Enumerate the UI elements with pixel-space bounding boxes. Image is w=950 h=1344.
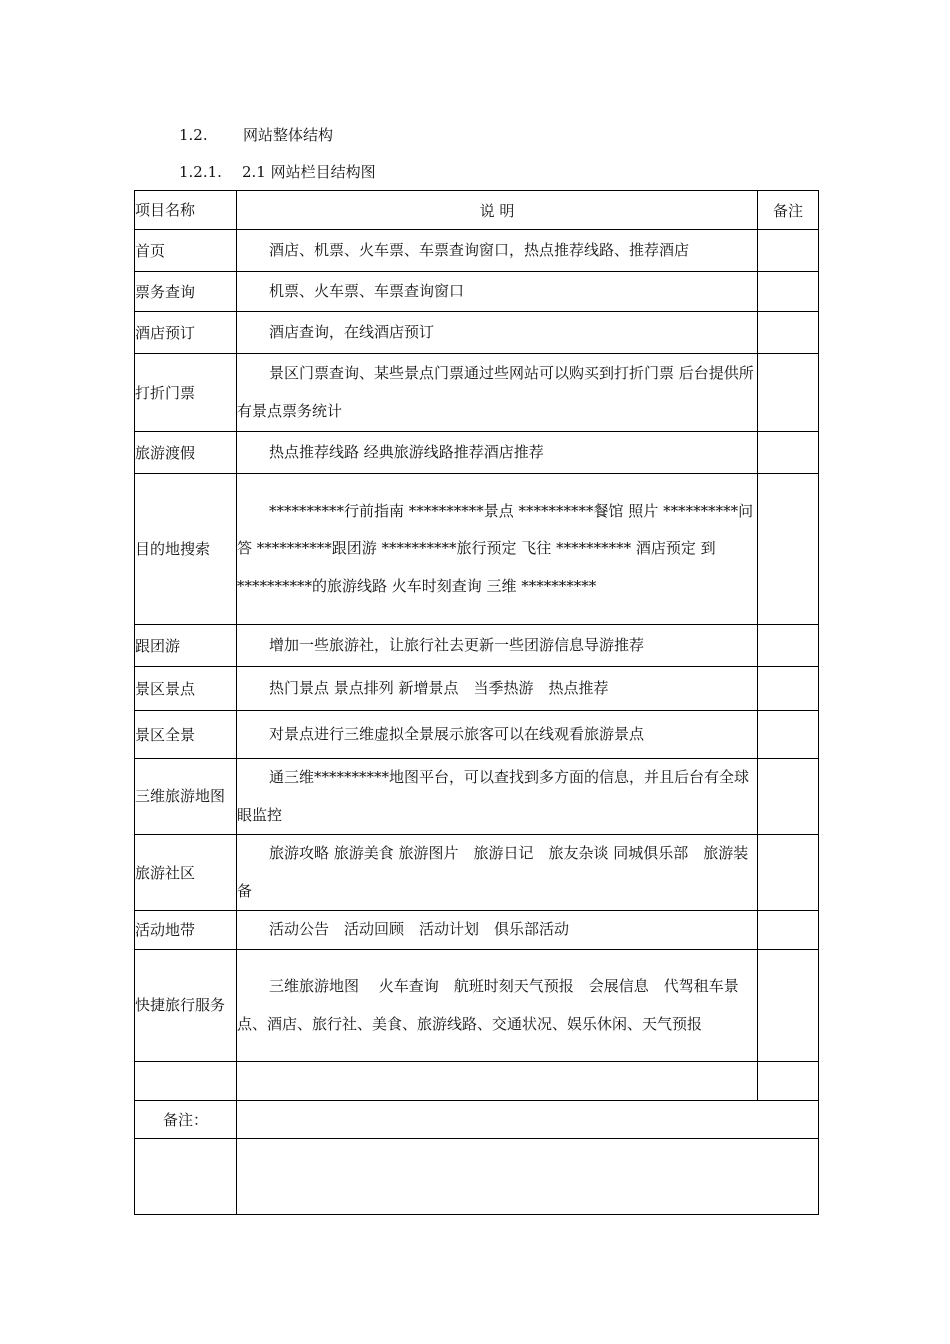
row-description: 旅游攻略 旅游美食 旅游图片 旅游日记 旅友杂谈 同城俱乐部 旅游装备	[237, 844, 749, 900]
table-row	[135, 911, 819, 950]
header-item-name: 项目名称	[135, 191, 237, 230]
row-remark	[758, 312, 819, 354]
section-title: 2.1 网站栏目结构图	[242, 163, 376, 181]
table-row	[135, 667, 819, 711]
table-row	[135, 759, 819, 835]
section-title: 网站整体结构	[243, 126, 334, 144]
row-description: 增加一些旅游社，让旅行社去更新一些团游信息导游推荐	[269, 635, 645, 654]
row-name: 活动地带	[135, 911, 237, 950]
table-row	[135, 354, 819, 432]
row-description: **********行前指南 **********景点 **********餐馆 照片 **********问答 **********跟团游 **********旅行预定 飞往 ********** 酒店预定 到**********的旅游线路 火车时刻查询 三维 **********	[237, 501, 754, 595]
row-description: 热门景点 景点排列 新增景点 当季热游 热点推荐	[269, 678, 609, 697]
row-name: 旅游渡假	[135, 432, 237, 474]
row-remark	[758, 354, 819, 432]
row-name: 景区景点	[135, 667, 237, 711]
row-remark	[758, 432, 819, 474]
table-row	[135, 432, 819, 474]
table-row	[135, 625, 819, 667]
row-description: 热点推荐线路 经典旅游线路推荐酒店推荐	[269, 442, 544, 461]
row-remark	[758, 911, 819, 950]
table-row	[135, 835, 819, 911]
table-header-row	[135, 191, 819, 230]
row-name: 票务查询	[135, 272, 237, 312]
row-description: 景区门票查询、某些景点门票通过些网站可以购买到打折门票 后台提供所有景点票务统计	[237, 364, 754, 420]
table-row	[135, 230, 819, 272]
note-body-left	[135, 1139, 237, 1215]
row-remark	[758, 667, 819, 711]
row-description: 通三维**********地图平台，可以查找到多方面的信息，并且后台有全球眼监控	[237, 768, 750, 824]
section-number: 1.2.1.	[179, 163, 222, 181]
table-row	[135, 711, 819, 759]
section-heading-1-2-1	[179, 162, 376, 182]
row-name: 酒店预订	[135, 312, 237, 354]
row-description	[237, 1062, 758, 1101]
section-heading-1-2	[179, 125, 333, 145]
row-description: 机票、火车票、车票查询窗口	[269, 281, 465, 300]
row-name: 打折门票	[135, 354, 237, 432]
row-remark	[758, 1062, 819, 1101]
row-name: 首页	[135, 230, 237, 272]
row-description: 对景点进行三维虚拟全景展示旅客可以在线观看旅游景点	[269, 724, 645, 743]
row-name: 旅游社区	[135, 835, 237, 911]
row-description: 活动公告 活动回顾 活动计划 俱乐部活动	[269, 920, 570, 939]
note-body-row	[135, 1139, 819, 1215]
row-name: 目的地搜索	[135, 474, 237, 625]
row-remark	[758, 835, 819, 911]
table-row	[135, 474, 819, 625]
row-name: 景区全景	[135, 711, 237, 759]
row-description: 酒店查询，在线酒店预订	[269, 322, 435, 341]
row-name: 三维旅游地图	[135, 759, 237, 835]
row-remark	[758, 711, 819, 759]
row-description: 酒店、机票、火车票、车票查询窗口，热点推荐线路、推荐酒店	[269, 240, 690, 259]
header-remark: 备注	[758, 191, 819, 230]
note-label: 备注：	[135, 1101, 237, 1139]
row-remark	[758, 625, 819, 667]
table-row	[135, 950, 819, 1062]
note-row	[135, 1101, 819, 1139]
row-name: 快捷旅行服务	[135, 950, 237, 1062]
row-remark	[758, 230, 819, 272]
note-body	[237, 1139, 819, 1215]
row-remark	[758, 272, 819, 312]
table-row-empty	[135, 1062, 819, 1101]
row-description: 三维旅游地图 火车查询 航班时刻天气预报 会展信息 代驾租车景点、酒店、旅行社、美食、旅游线路、交通状况、娱乐休闲、天气预报	[237, 977, 739, 1033]
row-remark	[758, 759, 819, 835]
section-number: 1.2.	[179, 126, 208, 144]
table-row	[135, 312, 819, 354]
row-remark	[758, 474, 819, 625]
note-content	[237, 1101, 819, 1139]
table-row	[135, 272, 819, 312]
row-name: 跟团游	[135, 625, 237, 667]
header-description: 说 明	[237, 191, 758, 230]
row-name	[135, 1062, 237, 1101]
site-structure-table	[134, 190, 819, 1215]
row-remark	[758, 950, 819, 1062]
